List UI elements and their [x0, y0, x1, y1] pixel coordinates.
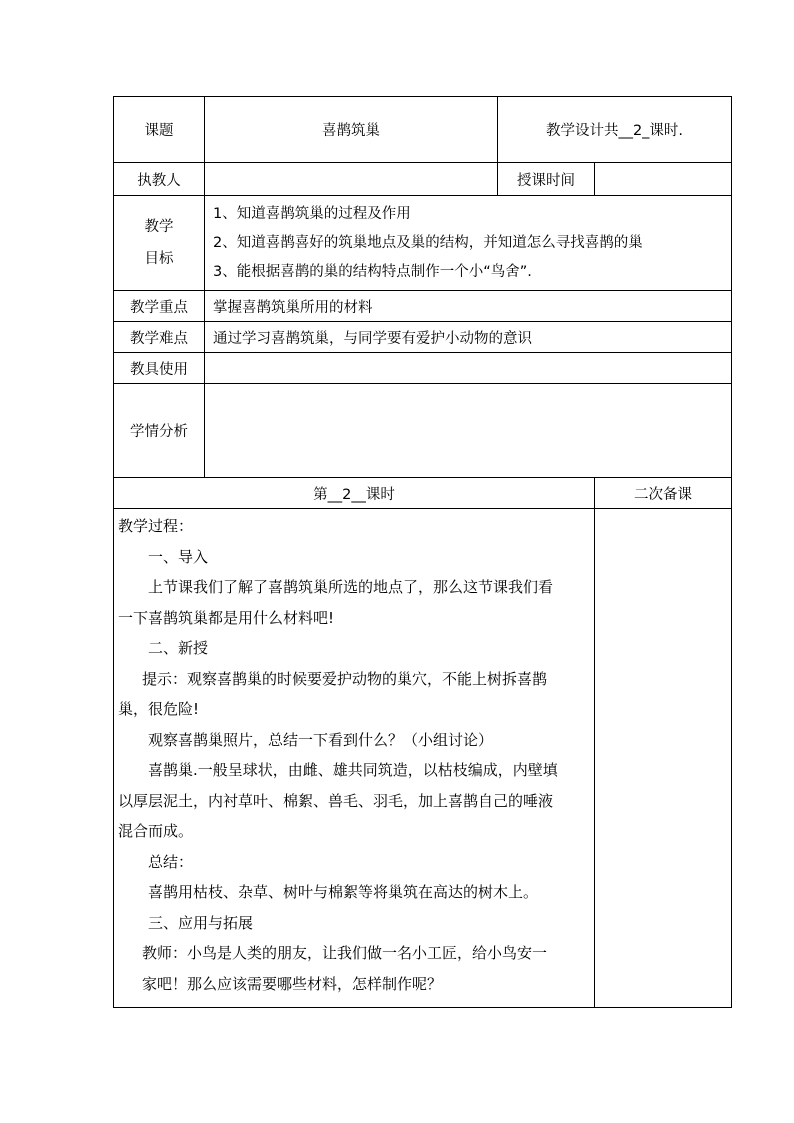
summary-heading: 总结： — [148, 852, 194, 871]
process-paragraph: 提示：观察喜鹊巢的时候要爱护动物的巢穴，不能上树拆喜鹊 — [142, 669, 548, 688]
class-time-label: 授课时间 — [498, 163, 595, 196]
process-heading: 教学过程： — [118, 517, 194, 535]
tools-row — [114, 353, 732, 384]
key-point-row — [114, 291, 732, 322]
tools-label: 教具使用 — [114, 353, 205, 384]
process-paragraph: 一下喜鹊筑巢都是用什么材料吧! — [118, 608, 335, 627]
topic-label: 课题 — [114, 97, 205, 163]
section-application: 三、应用与拓展 — [148, 913, 254, 932]
topic-row — [114, 97, 732, 163]
teacher-label: 执教人 — [114, 163, 205, 196]
objectives-label-line1: 教学 — [144, 219, 174, 235]
process-paragraph: 混合而成。 — [118, 822, 194, 840]
key-point-value: 掌握喜鹊筑巢所用的材料 — [205, 291, 732, 322]
teaching-process — [114, 509, 595, 1008]
difficulty-row — [114, 322, 732, 353]
process-paragraph: 喜鹊用枯枝、杂草、树叶与棉絮等将巢筑在高达的树木上。 — [148, 883, 539, 901]
objectives-row — [114, 196, 732, 291]
session-title: 第__2__课时 — [114, 478, 595, 509]
key-point-label: 教学重点 — [114, 291, 205, 322]
teacher-row — [114, 163, 732, 196]
class-time-value — [595, 163, 732, 196]
process-paragraph: 喜鹊巢.一般呈球状，由雌、雄共同筑造，以枯枝编成，内壁填 — [148, 761, 558, 779]
process-paragraph: 观察喜鹊巢照片，总结一下看到什么？（小组讨论） — [148, 730, 494, 749]
session-row — [114, 478, 732, 509]
objective-item: 2、知道喜鹊喜好的筑巢地点及巢的结构，并知道怎么寻找喜鹊的巢 — [213, 234, 643, 251]
objective-item: 1、知道喜鹊筑巢的过程及作用 — [213, 205, 411, 222]
second-prep-label: 二次备课 — [595, 478, 732, 509]
process-row — [114, 509, 732, 1008]
section-new-lesson: 二、新授 — [148, 639, 209, 657]
topic-value: 喜鹊筑巢 — [205, 97, 498, 163]
lesson-plan-table — [113, 96, 732, 1008]
teacher-value — [205, 163, 498, 196]
analysis-row — [114, 384, 732, 478]
periods-text: 教学设计共__2_课时. — [498, 97, 732, 163]
process-paragraph: 以厚层泥土，内衬草叶、棉絮、兽毛、羽毛，加上喜鹊自己的唾液 — [118, 791, 554, 810]
difficulty-label: 教学难点 — [114, 322, 205, 353]
analysis-label: 学情分析 — [114, 384, 205, 478]
objectives-label-line2: 目标 — [144, 251, 174, 267]
process-paragraph: 教师：小鸟是人类的朋友，让我们做一名小工匠，给小鸟安一 — [142, 944, 548, 962]
analysis-value — [205, 384, 732, 478]
objective-item: 3、能根据喜鹊的巢的结构特点制作一个小“鸟舍”. — [213, 263, 532, 280]
section-intro: 一、导入 — [148, 547, 209, 566]
difficulty-value: 通过学习喜鹊筑巢，与同学要有爱护小动物的意识 — [205, 322, 732, 353]
process-paragraph: 家吧！那么应该需要哪些材料，怎样制作呢？ — [142, 974, 443, 993]
objectives-list — [205, 196, 732, 291]
objectives-label — [114, 196, 205, 291]
second-prep-notes — [595, 509, 732, 1008]
process-paragraph: 巢，很危险! — [118, 700, 200, 718]
process-paragraph: 上节课我们了解了喜鹊筑巢所选的地点了，那么这节课我们看 — [148, 578, 554, 596]
tools-value — [205, 353, 732, 384]
